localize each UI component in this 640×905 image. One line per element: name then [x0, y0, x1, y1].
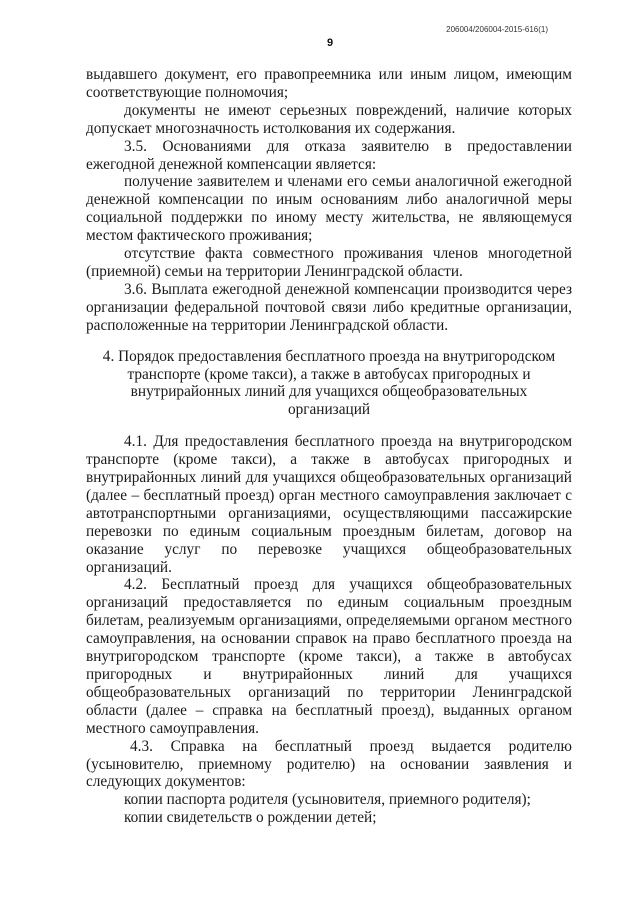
paragraph-3-6: 3.6. Выплата ежегодной денежной компенсации производится через организации федеральной почтовой связи либо кредитные организации, расположенные на территории Ленинградской области. — [86, 280, 572, 334]
section-4-heading: 4. Порядок предоставления бесплатного проезда на внутригородском транспорте (кроме такси), а также в автобусах пригородных и внутрирайонных линий для учащихся общеобразовательных организаций — [102, 347, 556, 419]
paragraph-4-2: 4.2. Бесплатный проезд для учащихся общеобразовательных организаций предоставляется по единым социальным проездным билетам, реализуемым организациями, определяемыми органом местного самоуправления, на основании справок на право бесплатного проезда на внутригородском транспорте (кроме такси), а также в автобусах пригородных и внутрирайонных линий для учащихся общеобразовательных организаций по территории Ленинградской области (далее – справка на бесплатный проезд), выданных органом местного самоуправления. — [86, 576, 572, 737]
page-number: 9 — [326, 37, 334, 49]
paragraph-3-5: 3.5. Основаниями для отказа заявителю в предоставлении ежегодной денежной компенсации является: — [86, 137, 572, 173]
list-item-passport-copy: копии паспорта родителя (усыновителя, приемного родителя); — [124, 791, 531, 809]
document-id: 206004/206004-2015-616(1) — [446, 25, 548, 34]
paragraph-4-1: 4.1. Для предоставления бесплатного проезда на внутригородском транспорте (кроме такси), а также в автобусах пригородных и внутрирайонных линий для учащихся общеобразовательных организаций (далее – бесплатный проезд) орган местного самоуправления заключает с автотранспортными организациями, осуществляющими пассажирские перевозки по единым социальным проездным билетам, договор на оказание услуг по перевозке учащихся общеобразовательных организаций. — [86, 433, 572, 576]
paragraph-receipt-compensation: получение заявителем и членами его семьи аналогичной ежегодной денежной компенсации по иным основаниям либо аналогичной меры социальной поддержки по иному месту жительства, не являющемуся местом фактического проживания; — [86, 173, 572, 245]
paragraph-documents-damage: документы не имеют серьезных повреждений, наличие которых допускает многозначность истолкования их содержания. — [86, 101, 572, 137]
list-item-birth-certificates: копии свидетельств о рождении детей; — [124, 809, 377, 827]
paragraph-continued: выдавшего документ, его правопреемника или иным лицом, имеющим соответствующие полномочия; — [86, 66, 572, 101]
paragraph-4-3: 4.3. Справка на бесплатный проезд выдается родителю (усыновителю, приемному родителю) на основании заявления и следующих документов: — [86, 737, 572, 791]
document-body — [86, 66, 572, 827]
paragraph-absence-cohabitation: отсутствие факта совместного проживания членов многодетной (приемной) семьи на территории Ленинградской области. — [86, 245, 572, 280]
